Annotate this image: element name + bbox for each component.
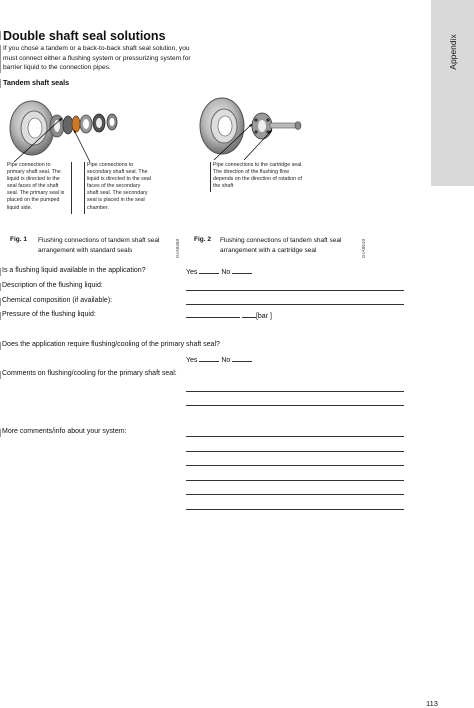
caption-line: arrangement with standard seals bbox=[38, 246, 133, 254]
figure1-callout-right bbox=[84, 162, 167, 214]
question-chemical-composition: Chemical composition (if available): bbox=[2, 297, 113, 304]
callout-line: Pipe connection to bbox=[7, 162, 51, 168]
callout-line: faces of the secondary bbox=[87, 183, 141, 190]
page-title: Double shaft seal solutions bbox=[3, 29, 166, 43]
answer-line[interactable] bbox=[186, 304, 404, 305]
margin-mark bbox=[0, 298, 1, 306]
question-pressure: Pressure of the flushing liquid: bbox=[2, 311, 96, 318]
margin-mark bbox=[0, 312, 1, 320]
answer-line[interactable] bbox=[186, 465, 404, 466]
answer-line[interactable] bbox=[186, 405, 404, 406]
margin-mark bbox=[0, 268, 1, 276]
appendix-tab bbox=[431, 0, 474, 186]
no-label: No bbox=[221, 269, 231, 276]
callout-line: the shaft bbox=[213, 183, 234, 190]
figure1-callout-left bbox=[7, 162, 72, 214]
figure1-code: GrA8460 bbox=[176, 238, 181, 258]
callout-line: The direction of the flushing flow bbox=[213, 169, 289, 176]
callout-line: seal faces of the shaft bbox=[7, 183, 59, 190]
callout-line: placed on the pumped bbox=[7, 197, 60, 204]
answer-line[interactable] bbox=[186, 436, 404, 437]
page-number: 113 bbox=[426, 699, 438, 708]
pressure-field bbox=[186, 311, 272, 320]
margin-mark bbox=[0, 283, 1, 291]
answer-line[interactable] bbox=[186, 391, 404, 392]
question-flushing-available: Is a flushing liquid available in the application? bbox=[2, 267, 146, 274]
callout-line: liquid is directed to the bbox=[7, 176, 60, 183]
intro-line: must connect either a flushing system or pressurizing system for bbox=[3, 54, 191, 62]
no-label: No bbox=[221, 357, 231, 364]
callout-line: primary shaft seal. The bbox=[7, 169, 61, 176]
answer-line[interactable] bbox=[186, 451, 404, 452]
caption-line: Flushing connections of tandem shaft seal bbox=[38, 237, 160, 244]
callout-line: liquid is directed to the seal bbox=[87, 176, 151, 183]
no-blank[interactable] bbox=[232, 267, 252, 274]
section-subtitle: Tandem shaft seals bbox=[3, 78, 70, 87]
margin-mark bbox=[0, 371, 1, 379]
intro-line: If you chose a tandem or a back-to-back shaft seal solution, you bbox=[3, 45, 190, 52]
callout-line: chamber. bbox=[87, 204, 109, 211]
pressure-blank-2[interactable] bbox=[242, 311, 256, 318]
figure2-callout bbox=[210, 162, 333, 192]
intro-line: barrier liquid to the connection pipes. bbox=[3, 64, 111, 72]
pressure-unit: [bar ] bbox=[255, 313, 272, 320]
figure2-caption bbox=[220, 236, 341, 255]
yes-blank[interactable] bbox=[199, 355, 219, 362]
callout-line: seal is placed in the seal bbox=[87, 197, 145, 204]
callout-line: Pipe connections to the cartridge seal. bbox=[213, 162, 303, 168]
figure2-illustration bbox=[196, 94, 306, 160]
appendix-tab-label: Appendix bbox=[448, 34, 458, 70]
margin-mark bbox=[0, 79, 1, 88]
callout-line: secondary shaft seal. The bbox=[87, 169, 148, 176]
pressure-blank[interactable] bbox=[186, 311, 240, 318]
margin-mark bbox=[0, 31, 1, 40]
yes-blank[interactable] bbox=[199, 267, 219, 274]
figure2-number: Fig. 2 bbox=[194, 236, 211, 243]
figure1-number: Fig. 1 bbox=[10, 236, 27, 243]
figure1-caption bbox=[38, 236, 159, 255]
yes-no-flushing-available bbox=[186, 267, 252, 276]
yes-label: Yes bbox=[186, 357, 198, 364]
margin-mark bbox=[0, 429, 1, 437]
question-comments-flushing: Comments on flushing/cooling for the primary shaft seal: bbox=[2, 370, 177, 377]
callout-line: depends on the direction of rotation of bbox=[213, 176, 302, 183]
yes-no-require-flushing bbox=[186, 355, 252, 364]
margin-mark bbox=[0, 45, 1, 73]
answer-line[interactable] bbox=[186, 494, 404, 495]
answer-line[interactable] bbox=[186, 290, 404, 291]
question-description: Description of the flushing liquid: bbox=[2, 282, 103, 289]
question-require-flushing: Does the application require flushing/cooling of the primary shaft seal? bbox=[2, 341, 220, 348]
figure2-label bbox=[194, 236, 211, 243]
intro-paragraph bbox=[3, 44, 218, 73]
answer-line[interactable] bbox=[186, 480, 404, 481]
callout-line: seal. The primary seal is bbox=[7, 190, 65, 197]
figure2-code: GrA8610 bbox=[362, 238, 367, 258]
yes-label: Yes bbox=[186, 269, 198, 276]
question-more-comments: More comments/info about your system: bbox=[2, 428, 127, 435]
caption-line: Flushing connections of tandem shaft seal bbox=[220, 237, 342, 244]
figure1-label bbox=[10, 236, 27, 243]
no-blank[interactable] bbox=[232, 355, 252, 362]
margin-mark bbox=[0, 342, 1, 350]
callout-line: liquid side. bbox=[7, 204, 33, 211]
figure1-illustration bbox=[4, 94, 128, 162]
caption-line: arrangement with a cartridge seal bbox=[220, 246, 317, 254]
answer-line[interactable] bbox=[186, 509, 404, 510]
callout-line: Pipe connections to bbox=[87, 162, 134, 168]
callout-line: shaft seal. The secondary bbox=[87, 190, 148, 197]
